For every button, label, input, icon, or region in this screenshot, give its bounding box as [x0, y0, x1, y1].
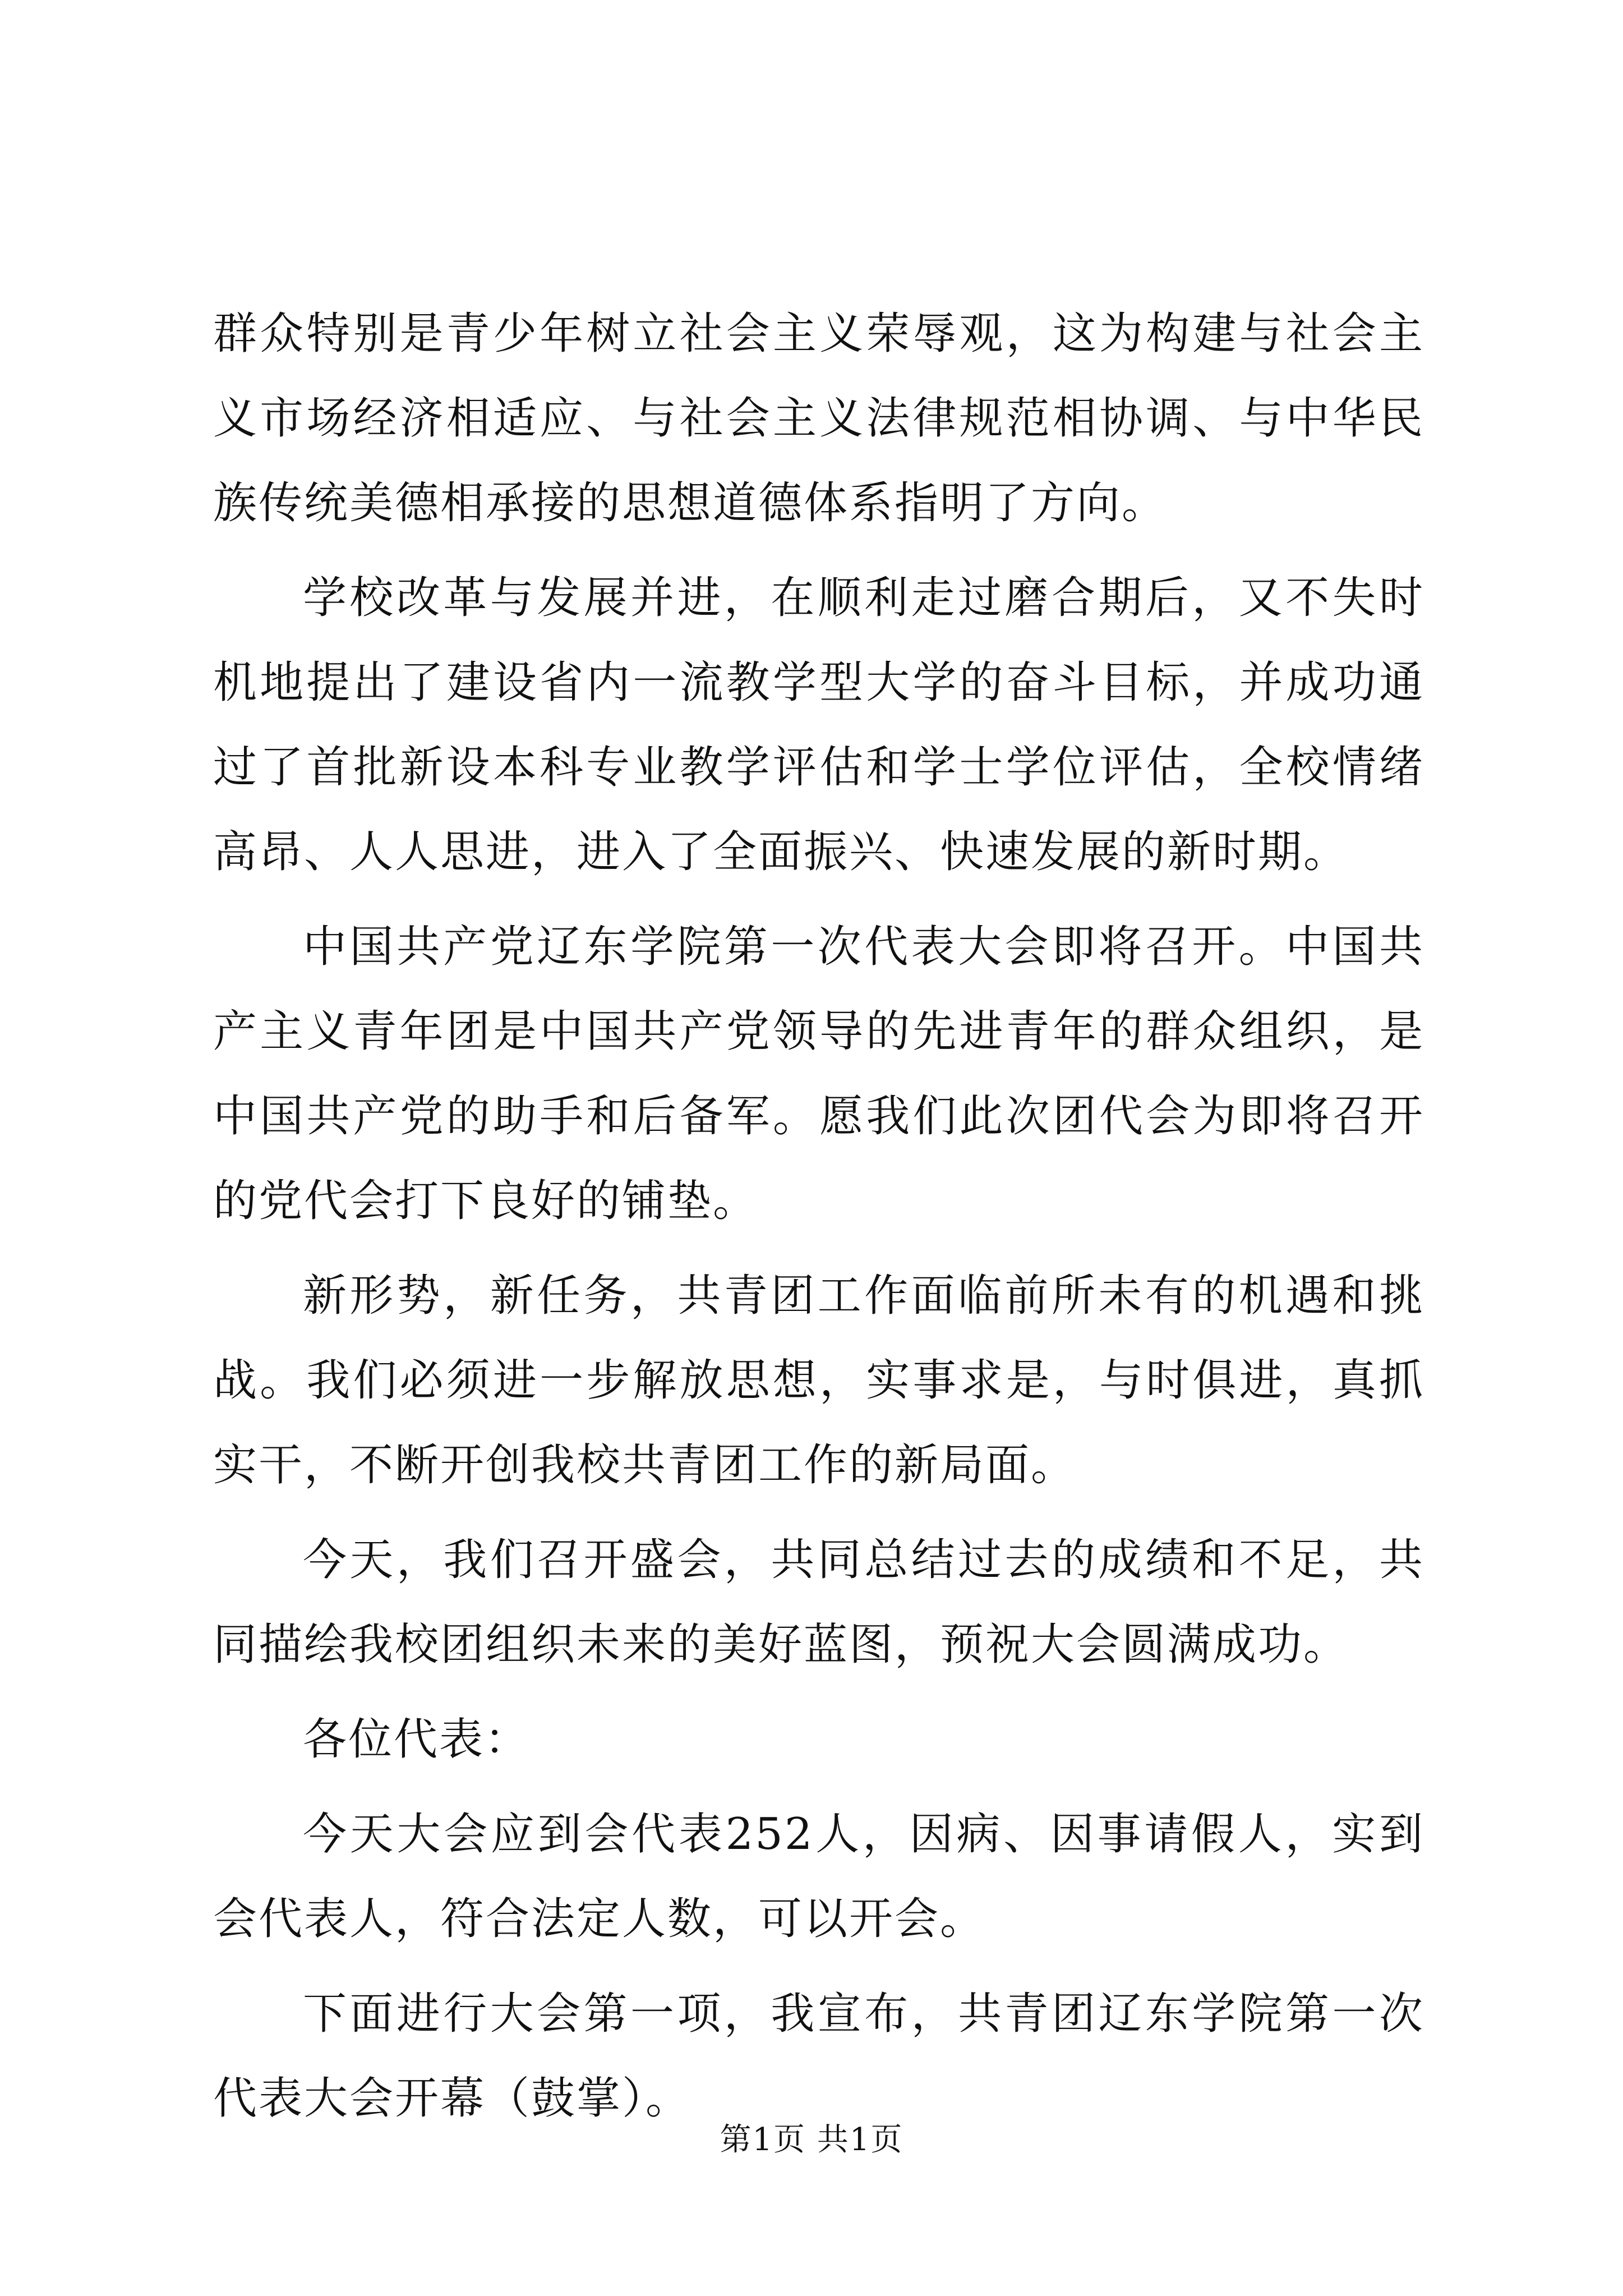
- paragraph-continued: 群众特别是青少年树立社会主义荣辱观，这为构建与社会主义市场经济相适应、与社会主义法律规范相协调、与中华民族传统美德相承接的思想道德体系指明了方向。: [213, 309, 1424, 528]
- paragraph-new-situation: 新形势，新任务，共青团工作面临前所未有的机遇和挑战。我们必须进一步解放思想，实事求是，与时俱进，真抓实干，不断开创我校共青团工作的新局面。: [213, 1271, 1424, 1490]
- document-body: [213, 292, 1424, 2151]
- paragraph-attendance: 今天大会应到会代表252人，因病、因事请假人，实到会代表人，符合法定人数，可以开会。: [213, 1809, 1424, 1944]
- paragraph-salutation: 各位代表：: [303, 1714, 531, 1765]
- paragraph-opening: 下面进行大会第一项，我宣布，共青团辽东学院第一次代表大会开幕（鼓掌）。: [213, 1989, 1424, 2124]
- paragraph-today-meeting: 今天，我们召开盛会，共同总结过去的成绩和不足，共同描绘我校团组织未来的美好蓝图，预祝大会圆满成功。: [213, 1535, 1424, 1670]
- page-footer: 第1页 共1页: [720, 2122, 903, 2158]
- paragraph-school-reform: 学校改革与发展并进，在顺利走过磨合期后，又不失时机地提出了建设省内一流教学型大学的奋斗目标，并成功通过了首批新设本科专业教学评估和学士学位评估，全校情绪高昂、人人思进，进入了全面振兴、快速发展的新时期。: [213, 573, 1424, 877]
- paragraph-party-congress: 中国共产党辽东学院第一次代表大会即将召开。中国共产主义青年团是中国共产党领导的先进青年的群众组织，是中国共产党的助手和后备军。愿我们此次团代会为即将召开的党代会打下良好的铺垫。: [213, 922, 1424, 1226]
